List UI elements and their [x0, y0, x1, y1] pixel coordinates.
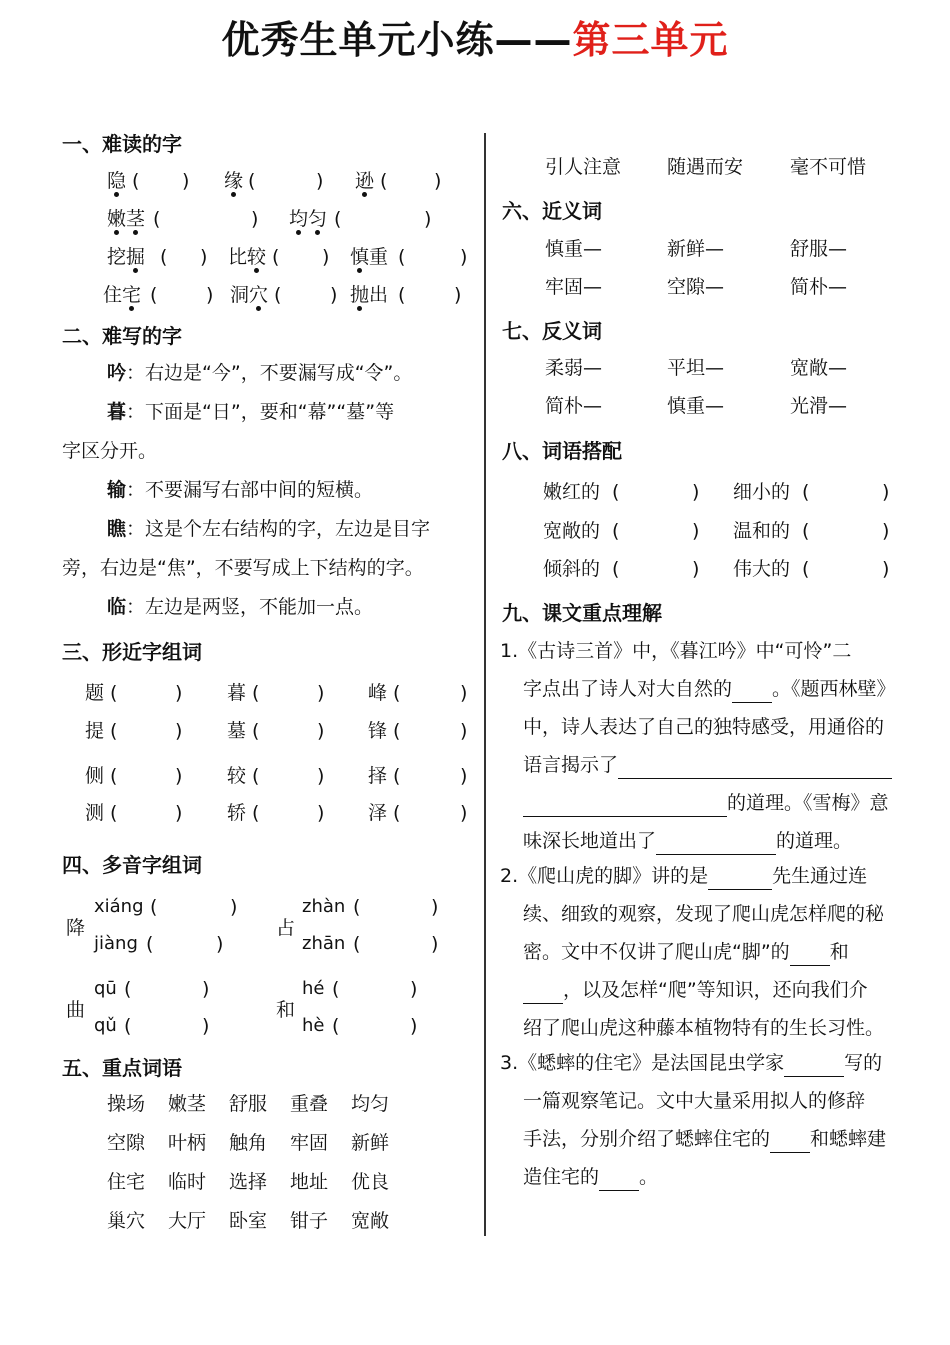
similar-char: 泽 — [368, 802, 388, 824]
key-word: 新鲜 — [351, 1132, 390, 1154]
similar-char: 题 — [85, 682, 105, 704]
note-yin: 吟：右边是“今”，不要漏写成“令”。 — [107, 362, 413, 384]
hard-word: 洞穴 — [230, 284, 269, 306]
polyphone-answer-close-paren[interactable]: ) — [202, 978, 210, 1000]
section-1-heading: 一、难读的字 — [62, 132, 182, 156]
similar-char-answer-open-paren[interactable]: ( — [110, 802, 118, 824]
match-answer-close-paren[interactable]: ) — [882, 558, 890, 580]
hard-word: 慎重 — [350, 246, 389, 268]
hard-word: 嫩茎 — [107, 208, 146, 230]
match-answer-open-paren[interactable]: ( — [612, 481, 620, 503]
pinyin: jiàng — [94, 933, 138, 954]
pinyin: hé — [302, 978, 325, 999]
hard-word-answer-close-paren[interactable]: ) — [251, 208, 259, 230]
similar-char-answer-open-paren[interactable]: ( — [393, 682, 401, 704]
similar-char-answer-close-paren[interactable]: ) — [175, 682, 183, 704]
similar-char-answer-open-paren[interactable]: ( — [110, 682, 118, 704]
polyphone-answer-open-paren[interactable]: ( — [332, 978, 340, 1000]
q1-blank-4[interactable] — [656, 832, 776, 855]
q1-blank-3[interactable] — [523, 794, 727, 817]
polyphone-answer-close-paren[interactable]: ) — [410, 978, 418, 1000]
q2-blank-3[interactable] — [523, 981, 563, 1004]
section-6-heading: 六、近义词 — [502, 199, 602, 223]
hard-word-answer-close-paren[interactable]: ) — [424, 208, 432, 230]
hard-word-answer-open-paren[interactable]: ( — [398, 246, 406, 268]
hard-word: 住宅 — [103, 284, 142, 306]
similar-char-answer-open-paren[interactable]: ( — [252, 682, 260, 704]
similar-char: 择 — [368, 765, 388, 787]
polyphone-char: 和 — [276, 999, 296, 1021]
polyphone-answer-close-paren[interactable]: ) — [410, 1015, 418, 1037]
title-unit: 第三单元 — [572, 18, 729, 62]
similar-char-answer-open-paren[interactable]: ( — [110, 720, 118, 742]
page-title — [0, 14, 950, 66]
similar-char-answer-open-paren[interactable]: ( — [252, 720, 260, 742]
title-main: 优秀生单元小练—— — [221, 18, 573, 62]
q1-line-1: 1.《古诗三首》中，《暮江吟》中“可怜”二 — [500, 640, 852, 662]
synonym-item: 舒服— — [790, 238, 848, 260]
q2-line-1: 2.《爬山虎的脚》讲的是 先生通过连 — [500, 862, 867, 890]
section-8-heading: 八、词语搭配 — [502, 439, 622, 463]
key-word: 叶柄 — [168, 1132, 207, 1154]
hard-word: 均匀 — [289, 208, 328, 230]
polyphone-answer-open-paren[interactable]: ( — [124, 1015, 132, 1037]
key-word: 毫不可惜 — [790, 156, 867, 178]
polyphone-answer-open-paren[interactable]: ( — [150, 896, 158, 918]
similar-char-answer-close-paren[interactable]: ) — [175, 765, 183, 787]
hard-word-answer-open-paren[interactable]: ( — [153, 208, 161, 230]
pinyin: xiáng — [94, 896, 144, 917]
key-word: 重叠 — [290, 1093, 329, 1115]
match-word: 宽敞的 — [543, 520, 601, 542]
hard-word: 逊 — [355, 170, 375, 192]
match-answer-close-paren[interactable]: ) — [692, 520, 700, 542]
antonym-item: 慎重— — [667, 395, 725, 417]
antonym-item: 宽敞— — [790, 357, 848, 379]
q1-line-2: 字点出了诗人对大自然的 。《题西林壁》 — [523, 675, 896, 703]
q3-blank-3[interactable] — [599, 1168, 639, 1191]
key-word: 优良 — [351, 1171, 390, 1193]
synonym-item: 简朴— — [790, 276, 848, 298]
key-word: 临时 — [168, 1171, 207, 1193]
key-word: 牢固 — [290, 1132, 329, 1154]
q2-line-3: 密。文中不仅讲了爬山虎“脚”的 和 — [523, 938, 849, 966]
q1-blank-1[interactable] — [732, 680, 772, 703]
key-word: 巢穴 — [107, 1210, 146, 1232]
hard-word: 比较 — [228, 246, 267, 268]
similar-char-answer-open-paren[interactable]: ( — [110, 765, 118, 787]
similar-char: 较 — [227, 765, 247, 787]
key-word: 卧室 — [229, 1210, 268, 1232]
similar-char-answer-open-paren[interactable]: ( — [393, 765, 401, 787]
pinyin: zhàn — [302, 896, 346, 917]
match-answer-close-paren[interactable]: ) — [882, 481, 890, 503]
polyphone-answer-open-paren[interactable]: ( — [353, 933, 361, 955]
q2-blank-2[interactable] — [790, 943, 830, 966]
hard-word-answer-open-paren[interactable]: ( — [272, 246, 280, 268]
similar-char-answer-close-paren[interactable]: ) — [460, 802, 468, 824]
polyphone-char: 占 — [276, 917, 296, 939]
polyphone-answer-open-paren[interactable]: ( — [353, 896, 361, 918]
q3-blank-2[interactable] — [770, 1130, 810, 1153]
q3-line-1: 3.《蟋蟀的住宅》是法国昆虫学家 写的 — [500, 1049, 882, 1077]
hard-word-answer-open-paren[interactable]: ( — [334, 208, 342, 230]
q1-line-5: 的道理。《雪梅》意 — [523, 789, 889, 817]
polyphone-answer-close-paren[interactable]: ) — [216, 933, 224, 955]
hard-word: 挖掘 — [107, 246, 146, 268]
note-mu: 暮：下面是“日”，要和“幕”“墓”等 — [107, 401, 395, 423]
section-3-heading: 三、形近字组词 — [62, 640, 202, 664]
hard-word-answer-close-paren[interactable]: ) — [322, 246, 330, 268]
hard-word-answer-open-paren[interactable]: ( — [398, 284, 406, 306]
q3-blank-1[interactable] — [784, 1054, 844, 1077]
key-word: 住宅 — [107, 1171, 146, 1193]
key-word: 引人注意 — [545, 156, 622, 178]
similar-char: 墓 — [227, 720, 247, 742]
key-word: 嫩茎 — [168, 1093, 207, 1115]
hard-word-answer-close-paren[interactable]: ) — [206, 284, 214, 306]
hard-word-answer-close-paren[interactable]: ) — [200, 246, 208, 268]
similar-char-answer-close-paren[interactable]: ) — [460, 682, 468, 704]
antonym-item: 光滑— — [790, 395, 848, 417]
polyphone-answer-close-paren[interactable]: ) — [431, 896, 439, 918]
polyphone-char: 曲 — [66, 999, 86, 1021]
key-word: 选择 — [229, 1171, 268, 1193]
similar-char-answer-close-paren[interactable]: ) — [317, 720, 325, 742]
similar-char: 锋 — [368, 720, 388, 742]
q3-line-3: 手法，分别介绍了蟋蟀住宅的 和蟋蟀建 — [523, 1125, 886, 1153]
hard-word-answer-open-paren[interactable]: ( — [150, 284, 158, 306]
match-answer-close-paren[interactable]: ) — [882, 520, 890, 542]
similar-char: 暮 — [227, 682, 247, 704]
q1-blank-2[interactable] — [618, 756, 892, 779]
key-word: 随遇而安 — [667, 156, 744, 178]
note-lin: 临：左边是两竖，不能加一点。 — [107, 596, 374, 618]
key-word: 舒服 — [229, 1093, 268, 1115]
pinyin: qǔ — [94, 1015, 117, 1036]
synonym-item: 牢固— — [545, 276, 603, 298]
section-5-heading: 五、重点词语 — [62, 1056, 182, 1080]
match-word: 伟大的 — [733, 558, 791, 580]
synonym-item: 慎重— — [545, 238, 603, 260]
key-word: 大厅 — [168, 1210, 207, 1232]
similar-char-answer-close-paren[interactable]: ) — [317, 802, 325, 824]
match-answer-close-paren[interactable]: ) — [692, 558, 700, 580]
q3-line-2: 一篇观察笔记。文中大量采用拟人的修辞 — [523, 1090, 866, 1112]
match-word: 倾斜的 — [543, 558, 601, 580]
similar-char-answer-open-paren[interactable]: ( — [252, 765, 260, 787]
similar-char-answer-close-paren[interactable]: ) — [175, 720, 183, 742]
hard-word-answer-close-paren[interactable]: ) — [330, 284, 338, 306]
hard-word-answer-open-paren[interactable]: ( — [160, 246, 168, 268]
match-answer-open-paren[interactable]: ( — [612, 520, 620, 542]
similar-char: 侧 — [85, 765, 105, 787]
match-answer-open-paren[interactable]: ( — [802, 558, 810, 580]
similar-char-answer-close-paren[interactable]: ) — [317, 682, 325, 704]
antonym-item: 简朴— — [545, 395, 603, 417]
antonym-item: 柔弱— — [545, 357, 603, 379]
match-word: 温和的 — [733, 520, 791, 542]
q2-line-2: 续、细致的观察，发现了爬山虎怎样爬的秘 — [523, 903, 885, 925]
match-word: 细小的 — [733, 481, 791, 503]
synonym-item: 空隙— — [667, 276, 725, 298]
q2-line-4: ，以及怎样“爬”等知识，还向我们介 — [523, 976, 868, 1004]
match-answer-open-paren[interactable]: ( — [802, 520, 810, 542]
q3-line-4: 造住宅的 。 — [523, 1163, 658, 1191]
section-7-heading: 七、反义词 — [502, 319, 602, 343]
hard-word: 隐 — [107, 170, 127, 192]
similar-char-answer-open-paren[interactable]: ( — [393, 802, 401, 824]
hard-word-answer-close-paren[interactable]: ) — [316, 170, 324, 192]
synonym-item: 新鲜— — [667, 238, 725, 260]
note-mu-cont: 字区分开。 — [62, 440, 158, 462]
note-qiao-cont: 旁，右边是“焦”，不要写成上下结构的字。 — [62, 557, 424, 579]
similar-char: 轿 — [227, 802, 247, 824]
similar-char-answer-open-paren[interactable]: ( — [252, 802, 260, 824]
key-word: 地址 — [290, 1171, 329, 1193]
hard-word-answer-open-paren[interactable]: ( — [274, 284, 282, 306]
hard-word-answer-close-paren[interactable]: ) — [460, 246, 468, 268]
polyphone-answer-open-paren[interactable]: ( — [146, 933, 154, 955]
key-word: 钳子 — [290, 1210, 329, 1232]
hard-word: 缘 — [224, 170, 244, 192]
note-qiao: 瞧：这是个左右结构的字，左边是目字 — [107, 518, 431, 540]
match-word: 嫩红的 — [543, 481, 601, 503]
polyphone-answer-close-paren[interactable]: ) — [431, 933, 439, 955]
hard-word-answer-close-paren[interactable]: ) — [454, 284, 462, 306]
pinyin: hè — [302, 1015, 325, 1036]
similar-char-answer-close-paren[interactable]: ) — [460, 765, 468, 787]
section-4-heading: 四、多音字组词 — [62, 853, 202, 877]
similar-char-answer-close-paren[interactable]: ) — [317, 765, 325, 787]
polyphone-answer-open-paren[interactable]: ( — [332, 1015, 340, 1037]
hard-word-answer-close-paren[interactable]: ) — [434, 170, 442, 192]
similar-char-answer-open-paren[interactable]: ( — [393, 720, 401, 742]
similar-char: 测 — [85, 802, 105, 824]
column-divider — [484, 133, 486, 1236]
key-word: 操场 — [107, 1093, 146, 1115]
hard-word-answer-open-paren[interactable]: ( — [132, 170, 140, 192]
pinyin: qū — [94, 978, 117, 999]
polyphone-char: 降 — [66, 917, 86, 939]
q1-line-3: 中，诗人表达了自己的独特感受，用通俗的 — [523, 716, 885, 738]
hard-word-answer-open-paren[interactable]: ( — [248, 170, 256, 192]
match-answer-open-paren[interactable]: ( — [612, 558, 620, 580]
match-answer-open-paren[interactable]: ( — [802, 481, 810, 503]
hard-word-answer-close-paren[interactable]: ) — [182, 170, 190, 192]
section-2-heading: 二、难写的字 — [62, 324, 182, 348]
antonym-item: 平坦— — [667, 357, 725, 379]
similar-char-answer-close-paren[interactable]: ) — [460, 720, 468, 742]
key-word: 空隙 — [107, 1132, 146, 1154]
similar-char: 提 — [85, 720, 105, 742]
polyphone-answer-close-paren[interactable]: ) — [202, 1015, 210, 1037]
hard-word-answer-open-paren[interactable]: ( — [380, 170, 388, 192]
q1-line-4: 语言揭示了 — [523, 751, 892, 779]
polyphone-answer-close-paren[interactable]: ) — [230, 896, 238, 918]
q1-line-6: 味深长地道出了 的道理。 — [523, 827, 852, 855]
match-answer-close-paren[interactable]: ) — [692, 481, 700, 503]
similar-char-answer-close-paren[interactable]: ) — [175, 802, 183, 824]
key-word: 均匀 — [351, 1093, 390, 1115]
polyphone-answer-open-paren[interactable]: ( — [124, 978, 132, 1000]
key-word: 触角 — [229, 1132, 268, 1154]
note-shu: 输：不要漏写右部中间的短横。 — [107, 479, 374, 501]
pinyin: zhān — [302, 933, 346, 954]
key-word: 宽敞 — [351, 1210, 390, 1232]
section-9-heading: 九、课文重点理解 — [502, 601, 662, 625]
q2-line-5: 绍了爬山虎这种藤本植物特有的生长习性。 — [523, 1017, 885, 1039]
similar-char: 峰 — [368, 682, 388, 704]
q2-blank-1[interactable] — [708, 867, 772, 890]
hard-word: 抛出 — [350, 284, 389, 306]
